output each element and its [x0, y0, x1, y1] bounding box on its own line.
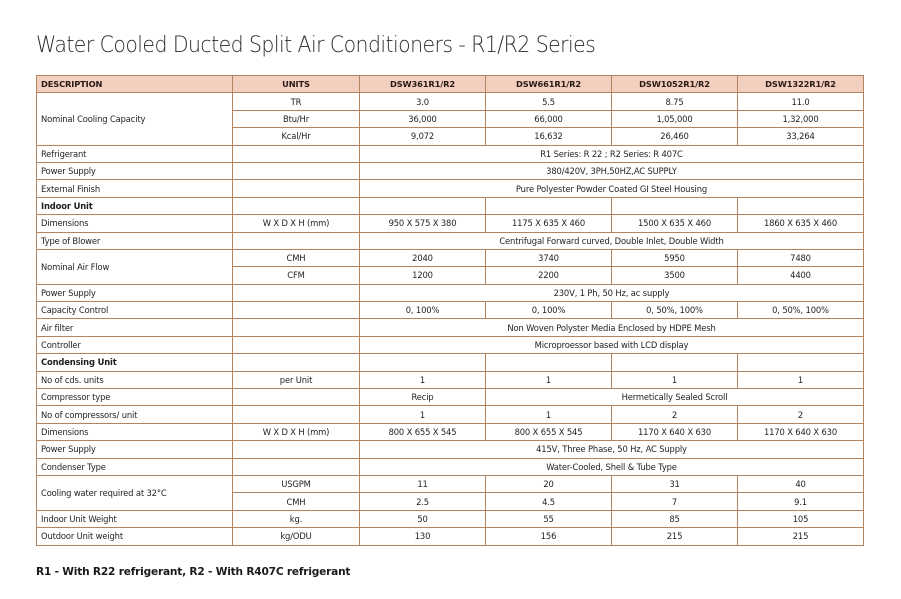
table-row [37, 458, 864, 475]
value-cell: 1860 X 635 X 460 [738, 215, 864, 232]
value-cell: 1 [738, 371, 864, 388]
header-description: DESCRIPTION [37, 76, 233, 93]
value-cell: 11 [360, 475, 486, 492]
value-cell: 7 [612, 493, 738, 510]
value-cell: 1 [612, 371, 738, 388]
empty-cell [233, 197, 360, 214]
value-cell: 2.5 [360, 493, 486, 510]
value-cell: 2 [612, 406, 738, 423]
value-cell: 156 [486, 528, 612, 545]
spec-table [36, 75, 864, 546]
table-row [37, 389, 864, 406]
unit-cell: per Unit [233, 371, 360, 388]
unit-cell: Kcal/Hr [233, 128, 360, 145]
row-label: Air filter [37, 319, 233, 336]
table-row [37, 180, 864, 197]
unit-cell: TR [233, 93, 360, 110]
header-model-3: DSW1052R1/R2 [612, 76, 738, 93]
value-cell: 130 [360, 528, 486, 545]
merged-value-cell: R1 Series: R 22 ; R2 Series: R 407C [360, 145, 864, 162]
empty-cell [612, 197, 738, 214]
merged-value-cell: Water-Cooled, Shell & Tube Type [360, 458, 864, 475]
value-cell: 2200 [486, 267, 612, 284]
value-cell: 2 [738, 406, 864, 423]
value-cell: 1 [486, 406, 612, 423]
table-row [37, 510, 864, 527]
value-cell: 1,32,000 [738, 110, 864, 127]
value-cell: 36,000 [360, 110, 486, 127]
value-cell: 5950 [612, 249, 738, 266]
unit-cell: Btu/Hr [233, 110, 360, 127]
row-label: External Finish [37, 180, 233, 197]
header-units: UNITS [233, 76, 360, 93]
table-row [37, 319, 864, 336]
table-row [37, 284, 864, 301]
value-cell: 11.0 [738, 93, 864, 110]
row-label: Refrigerant [37, 145, 233, 162]
unit-cell [233, 180, 360, 197]
table-row [37, 232, 864, 249]
merged-value-cell: Hermetically Sealed Scroll [486, 389, 864, 406]
value-cell: 0, 50%, 100% [612, 302, 738, 319]
unit-cell: W X D X H (mm) [233, 423, 360, 440]
merged-value-cell: 230V, 1 Ph, 50 Hz, ac supply [360, 284, 864, 301]
unit-cell [233, 162, 360, 179]
merged-value-cell: Centrifugal Forward curved, Double Inlet, Double Width [360, 232, 864, 249]
row-label: Controller [37, 336, 233, 353]
value-cell: 66,000 [486, 110, 612, 127]
value-cell: 26,460 [612, 128, 738, 145]
empty-cell [360, 354, 486, 371]
value-cell: 33,264 [738, 128, 864, 145]
value-cell: 1200 [360, 267, 486, 284]
row-label: Capacity Control [37, 302, 233, 319]
page-title: Water Cooled Ducted Split Air Conditioners - R1/R2 Series [36, 33, 596, 58]
value-cell: 2040 [360, 249, 486, 266]
section-row-indoor-unit [37, 197, 864, 214]
value-cell: 5.5 [486, 93, 612, 110]
row-label: No of cds. units [37, 371, 233, 388]
value-cell: 50 [360, 510, 486, 527]
table-row [37, 423, 864, 440]
value-cell: 1,05,000 [612, 110, 738, 127]
row-label: Outdoor Unit weight [37, 528, 233, 545]
row-label: Dimensions [37, 215, 233, 232]
value-cell: 55 [486, 510, 612, 527]
value-cell: 31 [612, 475, 738, 492]
header-model-4: DSW1322R1/R2 [738, 76, 864, 93]
unit-cell: CMH [233, 493, 360, 510]
merged-value-cell: 415V, Three Phase, 50 Hz, AC Supply [360, 441, 864, 458]
value-cell: 1 [486, 371, 612, 388]
header-model-1: DSW361R1/R2 [360, 76, 486, 93]
row-label: Indoor Unit Weight [37, 510, 233, 527]
table-row [37, 336, 864, 353]
value-cell: 3500 [612, 267, 738, 284]
unit-cell: USGPM [233, 475, 360, 492]
value-cell: 7480 [738, 249, 864, 266]
empty-cell [738, 197, 864, 214]
unit-cell: kg. [233, 510, 360, 527]
empty-cell [486, 354, 612, 371]
unit-cell [233, 232, 360, 249]
value-cell: Recip [360, 389, 486, 406]
table-row [37, 93, 864, 110]
row-label: Type of Blower [37, 232, 233, 249]
value-cell: 8.75 [612, 93, 738, 110]
section-label: Condensing Unit [37, 354, 233, 371]
merged-value-cell: Pure Polyester Powder Coated GI Steel Housing [360, 180, 864, 197]
row-label: Condenser Type [37, 458, 233, 475]
value-cell: 3.0 [360, 93, 486, 110]
value-cell: 40 [738, 475, 864, 492]
table-row [37, 249, 864, 266]
table-row [37, 302, 864, 319]
section-label: Indoor Unit [37, 197, 233, 214]
empty-cell [233, 354, 360, 371]
value-cell: 20 [486, 475, 612, 492]
unit-cell: kg/ODU [233, 528, 360, 545]
unit-cell: CFM [233, 267, 360, 284]
row-label: Cooling water required at 32°C [37, 475, 233, 510]
value-cell: 1 [360, 371, 486, 388]
empty-cell [738, 354, 864, 371]
unit-cell: W X D X H (mm) [233, 215, 360, 232]
row-label: Power Supply [37, 441, 233, 458]
unit-cell [233, 441, 360, 458]
value-cell: 9.1 [738, 493, 864, 510]
unit-cell [233, 302, 360, 319]
table-row [37, 441, 864, 458]
value-cell: 1170 X 640 X 630 [612, 423, 738, 440]
table-row [37, 215, 864, 232]
value-cell: 0, 100% [486, 302, 612, 319]
header-model-2: DSW661R1/R2 [486, 76, 612, 93]
unit-cell [233, 319, 360, 336]
value-cell: 85 [612, 510, 738, 527]
value-cell: 0, 100% [360, 302, 486, 319]
section-row-condensing-unit [37, 354, 864, 371]
value-cell: 1500 X 635 X 460 [612, 215, 738, 232]
table-header-row [37, 76, 864, 93]
empty-cell [360, 197, 486, 214]
value-cell: 1 [360, 406, 486, 423]
row-label: No of compressors/ unit [37, 406, 233, 423]
value-cell: 1175 X 635 X 460 [486, 215, 612, 232]
value-cell: 0, 50%, 100% [738, 302, 864, 319]
value-cell: 4400 [738, 267, 864, 284]
footnote: R1 - With R22 refrigerant, R2 - With R407C refrigerant [36, 566, 351, 578]
row-label: Dimensions [37, 423, 233, 440]
value-cell: 9,072 [360, 128, 486, 145]
row-label: Power Supply [37, 162, 233, 179]
unit-cell [233, 145, 360, 162]
unit-cell [233, 389, 360, 406]
row-label: Nominal Cooling Capacity [37, 93, 233, 145]
value-cell: 950 X 575 X 380 [360, 215, 486, 232]
unit-cell: CMH [233, 249, 360, 266]
empty-cell [486, 197, 612, 214]
row-label: Power Supply [37, 284, 233, 301]
value-cell: 800 X 655 X 545 [486, 423, 612, 440]
value-cell: 16,632 [486, 128, 612, 145]
unit-cell [233, 458, 360, 475]
row-label: Compressor type [37, 389, 233, 406]
empty-cell [612, 354, 738, 371]
unit-cell [233, 336, 360, 353]
value-cell: 105 [738, 510, 864, 527]
table-row [37, 162, 864, 179]
value-cell: 215 [612, 528, 738, 545]
row-label: Nominal Air Flow [37, 249, 233, 284]
table-row [37, 371, 864, 388]
merged-value-cell: Microproessor based with LCD display [360, 336, 864, 353]
merged-value-cell: 380/420V, 3PH,50HZ,AC SUPPLY [360, 162, 864, 179]
table-row [37, 406, 864, 423]
merged-value-cell: Non Woven Polyster Media Enclosed by HDPE Mesh [360, 319, 864, 336]
value-cell: 4.5 [486, 493, 612, 510]
value-cell: 3740 [486, 249, 612, 266]
value-cell: 1170 X 640 X 630 [738, 423, 864, 440]
unit-cell [233, 406, 360, 423]
value-cell: 215 [738, 528, 864, 545]
table-row [37, 528, 864, 545]
table-row [37, 475, 864, 492]
table-row [37, 145, 864, 162]
value-cell: 800 X 655 X 545 [360, 423, 486, 440]
unit-cell [233, 284, 360, 301]
